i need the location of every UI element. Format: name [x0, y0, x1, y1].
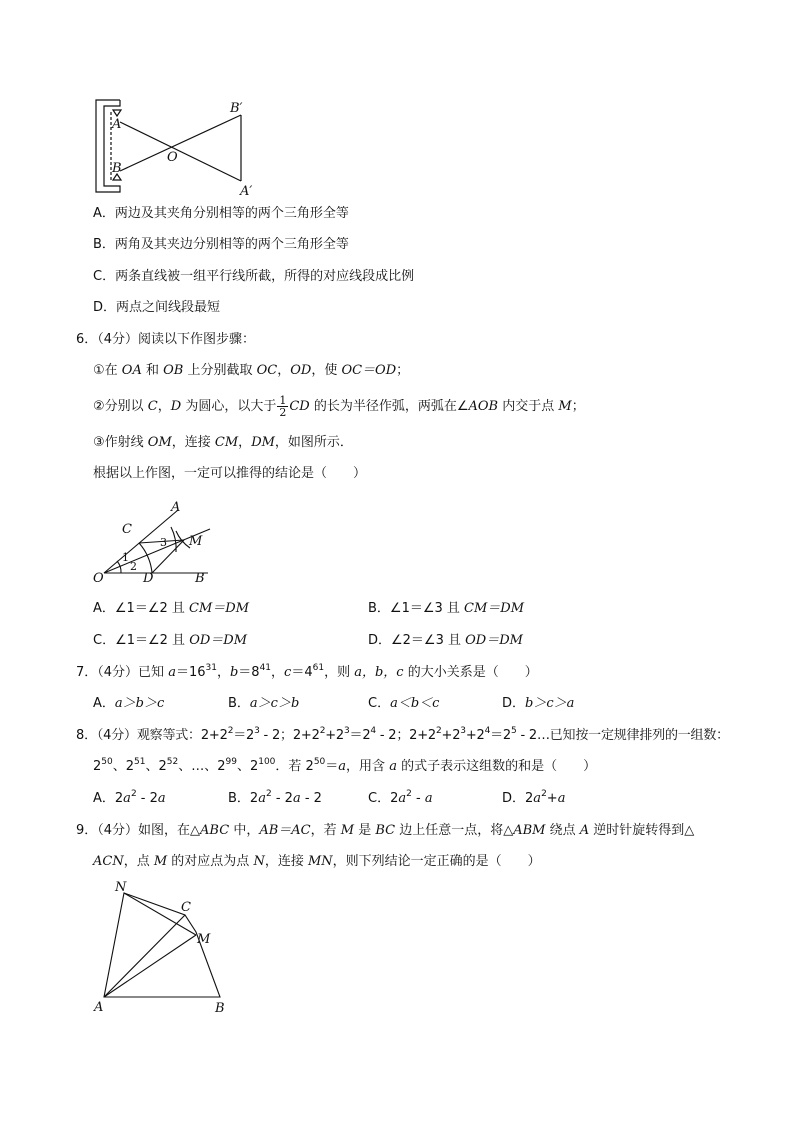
fig5-label-Aprime: A′: [240, 184, 253, 199]
q9-stem-line1: 9．（4分）如图，在△ABC 中，AB＝AC，若 M 是 BC 边上任意一点，将△ABM 绕点 A 逆时针旋转得到△: [76, 823, 695, 838]
fig9-label-N: N: [115, 880, 127, 895]
fig6-angle-3: 3: [160, 536, 167, 549]
fig6-label-B: B: [195, 571, 205, 586]
fig6-angle-1: 1: [122, 551, 129, 564]
q8-option-b[interactable]: B．$2a^2 - 2a - 2$: [228, 789, 322, 806]
q5-option-d[interactable]: D．两点之间线段最短: [93, 300, 221, 315]
fig5-label-A: A: [112, 117, 122, 132]
q6-step1: ①在 OA 和 OB 上分别截取 OC，OD，使 OC＝OD；: [93, 363, 410, 378]
fig5-label-Bprime: B′: [230, 101, 243, 116]
q6-question: 根据以上作图，一定可以推得的结论是（ ）: [93, 466, 367, 481]
q8-option-a[interactable]: A．$2a^2 - 2a$: [93, 789, 166, 806]
q6-step3: ③作射线 OM，连接 CM，DM，如图所示．: [93, 435, 353, 450]
fig9-label-C: C: [181, 900, 191, 915]
q8-stem-line1: 8．（4分）观察等式：$2+2^2=2^3 - 2$；$2+2^2+2^3=2^4 - 2$；$2+2^2+2^3+2^4=2^5$ - 2…已知按一定规律排列的一组数：: [76, 726, 729, 743]
q6-step2: ②分别以 C，D 为圆心，以大于 $\frac{1}{2}$ CD 的长为半径作弧，两弧在∠AOB 内交于点 M；: [93, 394, 585, 419]
fig6-label-A: A: [171, 500, 181, 515]
q7-option-b[interactable]: B．a＞c＞b: [228, 696, 300, 711]
q6-option-a[interactable]: A．∠1＝∠2 且 CM＝DM: [93, 601, 250, 616]
q5-option-c[interactable]: C．两条直线被一组平行线所截，所得的对应线段成比例: [93, 269, 415, 284]
fig9-label-A: A: [94, 1000, 104, 1015]
fig9-label-B: B: [215, 1001, 225, 1016]
q7-stem: 7．（4分）已知 $a=16^{31}$，$b=8^{41}$，$c=4^{61}$，则 a，b，c 的大小关系是（ ）: [76, 663, 538, 680]
q7-option-c[interactable]: C．a＜b＜c: [368, 696, 440, 711]
q5-option-a[interactable]: A．两边及其夹角分别相等的两个三角形全等: [93, 206, 349, 221]
q5-option-b[interactable]: B．两角及其夹边分别相等的两个三角形全等: [93, 237, 349, 252]
fig9-label-M: M: [197, 932, 211, 947]
q6-option-c[interactable]: C．∠1＝∠2 且 OD＝DM: [93, 633, 248, 648]
q8-stem-line2: $2^{50}$、$2^{51}$、$2^{52}$、…、$2^{99}$、$2^{100}$．若 $2^{50}=a$，用含 a 的式子表示这组数的和是（ ）: [93, 757, 597, 774]
fig5-label-O: O: [167, 150, 178, 165]
q7-option-d[interactable]: D．b＞c＞a: [502, 696, 575, 711]
q9-stem-line2: ACN，点 M 的对应点为点 N，连接 MN，则下列结论一定正确的是（ ）: [93, 854, 541, 869]
q8-option-c[interactable]: C．$2a^2$ - a: [368, 789, 433, 806]
q6-option-b[interactable]: B．∠1＝∠3 且 CM＝DM: [368, 601, 525, 616]
fig6-label-O: O: [93, 571, 104, 586]
fig6-label-C: C: [122, 522, 132, 537]
q6-option-d[interactable]: D．∠2＝∠3 且 OD＝DM: [368, 633, 523, 648]
q8-option-d[interactable]: D．$2a^2+a$: [502, 789, 566, 806]
fig6-label-M: M: [189, 534, 203, 549]
fraction-half: $\frac{1}{2}$: [279, 394, 287, 419]
q7-option-a[interactable]: A．a＞b＞c: [93, 696, 165, 711]
q6-stem: 6．（4分）阅读以下作图步骤：: [76, 332, 256, 347]
fig6-angle-2: 2: [130, 560, 137, 573]
fig5-label-B: B: [112, 161, 122, 176]
fig6-label-D: D: [143, 571, 154, 586]
